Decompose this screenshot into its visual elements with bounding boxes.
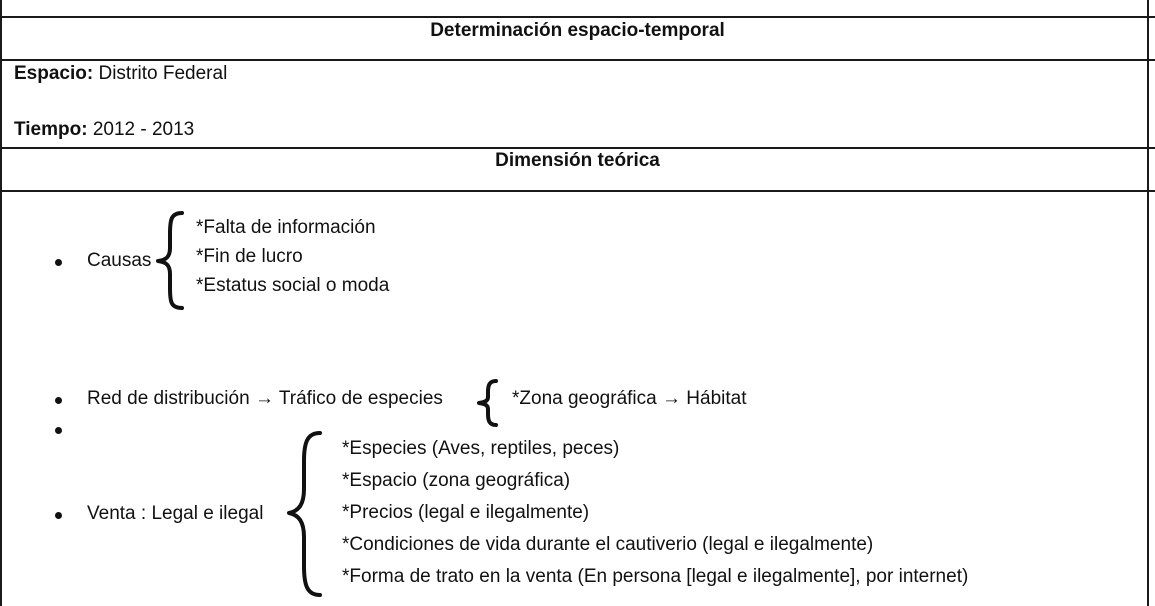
sale-bullet [55,512,62,519]
arrow-right-icon: → [254,388,274,409]
space-value: Distrito Federal [93,63,228,84]
sale-brace [284,429,326,599]
distribution-network: Red de distribución [87,388,250,409]
right-border [1147,0,1149,606]
time-line [14,119,194,141]
left-border [0,0,2,606]
species-trafficking: Tráfico de especies [273,388,443,409]
arrow-right-icon: → [662,388,681,409]
row-divider-theory-title [0,147,1155,149]
space-line [14,63,227,85]
row-divider-space-time [0,59,1155,61]
determination-title: Determinación espacio-temporal [430,20,725,41]
cause-item-1: *Falta de información [196,217,376,238]
theory-title: Dimensión teórica [495,150,660,171]
sale-item-3: *Precios (legal e ilegalmente) [342,502,590,523]
cause-item-2: *Fin de lucro [196,246,303,267]
causes-bullet [55,259,62,266]
distribution-bullet [55,397,62,404]
space-label: Espacio: [14,63,94,84]
cause-item-3: *Estatus social o moda [196,275,390,296]
habitat: Hábitat [681,388,747,409]
sale-label: Venta : Legal e ilegal [87,503,264,524]
sale-item-5: *Forma de trato en la venta (En persona [legal e ilegalmente], por internet) [342,566,969,587]
time-value: 2012 - 2013 [87,119,195,140]
sale-item-2: *Espacio (zona geográfica) [342,470,571,491]
time-label: Tiempo: [14,119,88,140]
distribution-line [87,388,443,410]
distribution-item [512,388,746,410]
geographic-zone: *Zona geográfica [512,388,657,409]
sale-item-4: *Condiciones de vida durante el cautiverio (legal e ilegalmente) [342,534,874,555]
empty-bullet [55,427,62,434]
causes-label: Causas [87,250,152,271]
sale-item-1: *Especies (Aves, reptiles, peces) [342,438,620,459]
causes-brace [154,209,190,312]
row-divider-theory-content [0,190,1155,192]
distribution-brace [474,378,502,428]
row-divider-top [0,16,1155,18]
